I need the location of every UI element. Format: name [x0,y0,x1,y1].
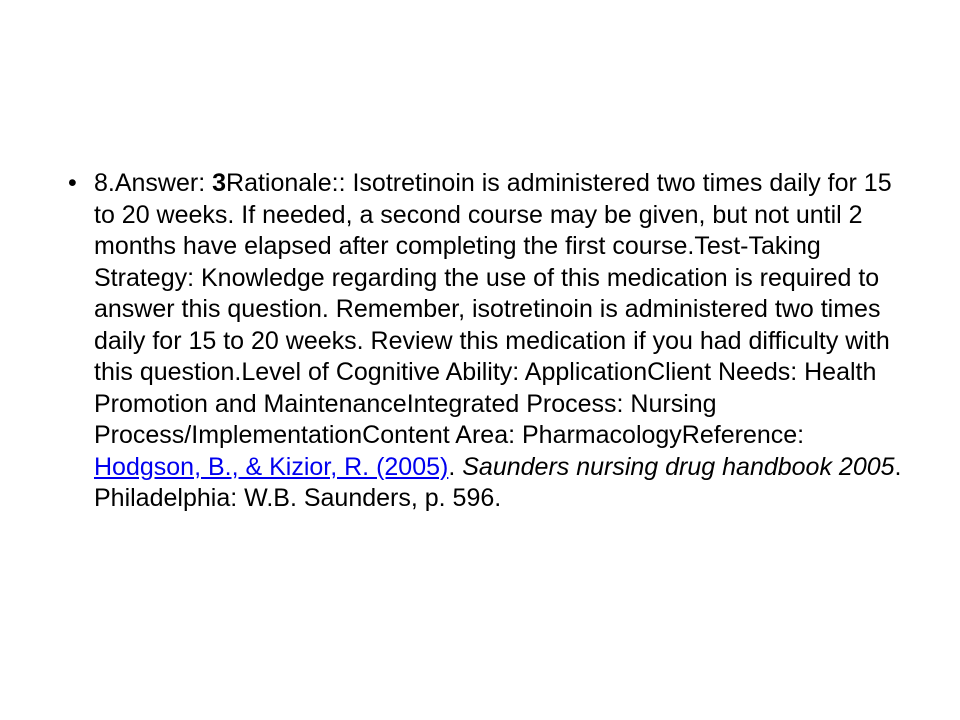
bullet-list [68,168,908,515]
answer-value: 3 [212,169,227,197]
answer-prefix: 8.Answer: [94,169,213,197]
publisher-info: . Philadelphia: W.B. Saunders, p. 596. [94,452,902,512]
rationale-text: Rationale:: Isotretinoin is administered two times daily for 15 to 20 weeks. If needed, a second course may be given, but not until 2 months have elapsed after completing the first course.Test-Taking Strategy: Knowledge regarding the use of this medication is required to answer this question. Remember, isotretinoin is administered two times daily for 15 to 20 weeks. Review this medication if you had difficulty with this question.Level of Cognitive Ability: ApplicationClient Needs: Health Promotion and MaintenanceIntegrated Process: Nursing Process/ImplementationContent Area: PharmacologyReference: [94,169,892,449]
book-title: Saunders nursing drug handbook 2005 [462,452,895,481]
bullet-icon: • [68,169,77,197]
after-link-text: . [448,452,463,481]
reference-link[interactable]: Hodgson, B., & Kizior, R. (2005) [94,452,449,481]
answer-bullet [68,168,908,515]
